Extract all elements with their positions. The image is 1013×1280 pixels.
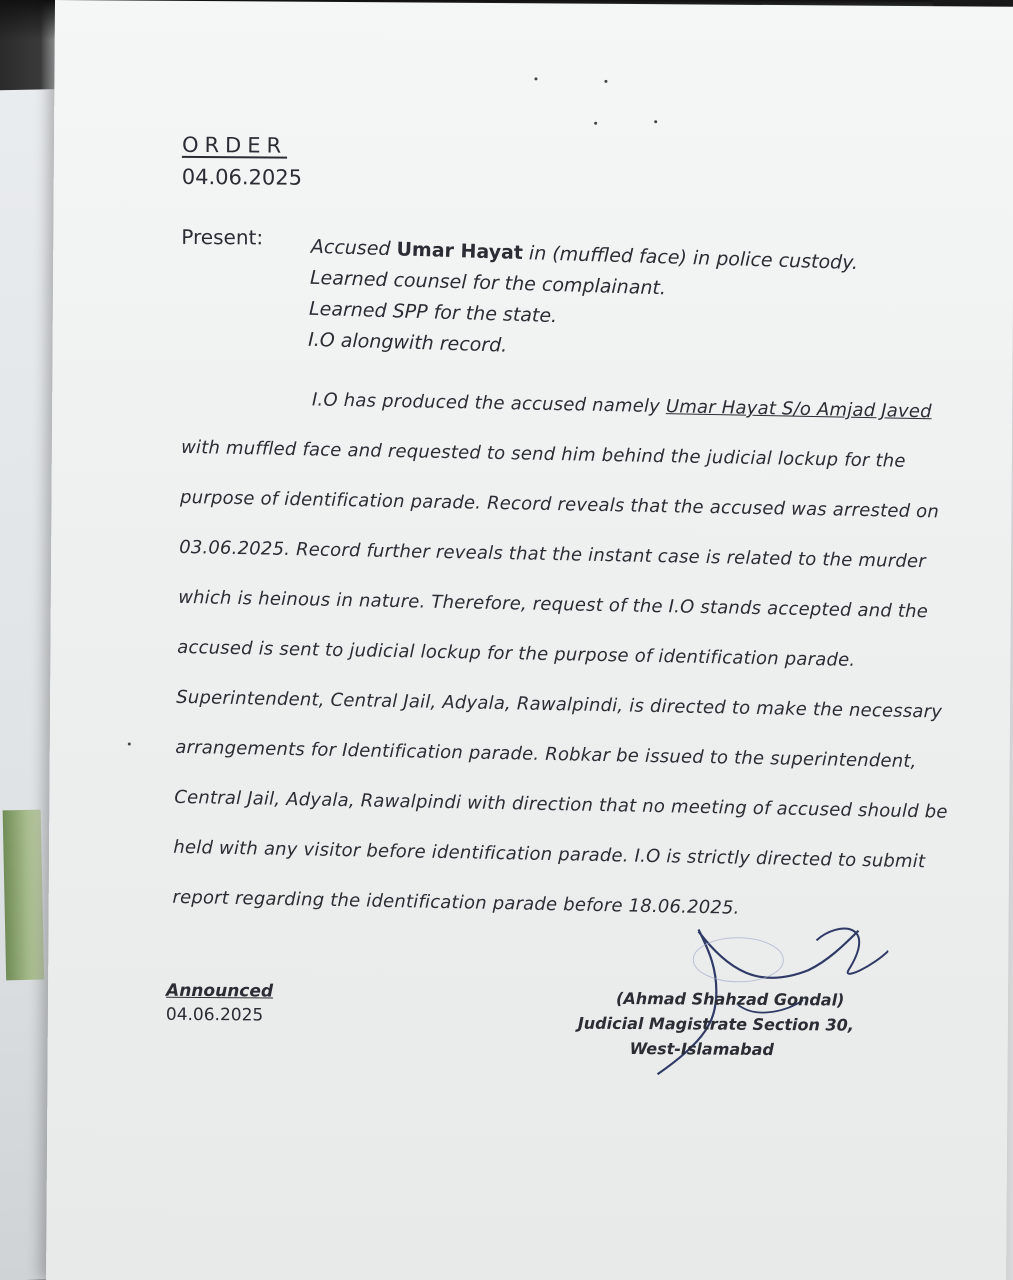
present-line-io: I.O alongwith record.: [307, 328, 508, 357]
paper-speck: [594, 122, 597, 125]
signatory-location: West-Islamabad: [629, 1039, 774, 1060]
present-line-counsel: Learned counsel for the complainant.: [309, 266, 667, 300]
body-line: held with any visitor before identification parade. I.O is strictly directed to submit: [173, 836, 926, 873]
paper-speck: [654, 120, 657, 123]
present-list: [308, 232, 859, 372]
paper-speck: [128, 743, 131, 746]
signatory-name: (Ahmad Shahzad Gondal): [615, 988, 845, 1010]
order-document: [46, 0, 1013, 1280]
paper-speck: [604, 80, 607, 83]
body-line: accused is sent to judicial lockup for the purpose of identification parade.: [177, 636, 856, 671]
order-title: ORDER: [181, 132, 288, 158]
body-line: 03.06.2025. Record further reveals that the instant case is related to the murder: [178, 536, 927, 573]
body-line: which is heinous in nature. Therefore, request of the I.O stands accepted and the: [178, 586, 929, 623]
accused-name: Umar Hayat: [396, 238, 524, 265]
order-sheet: [46, 0, 1013, 1280]
body-line: Central Jail, Adyala, Rawalpindi with direction that no meeting of accused should be: [174, 786, 948, 823]
order-date: 04.06.2025: [181, 164, 303, 190]
body-line-prefix: I.O has produced the accused namely: [311, 389, 667, 418]
present-accused-suffix: in (muffled face) in police custody.: [522, 242, 859, 275]
signatory-designation: Judicial Magistrate Section 30,: [577, 1013, 854, 1035]
announced-label: Announced: [166, 980, 274, 1002]
body-line: arrangements for Identification parade. Robkar be issued to the superintendent,: [175, 736, 917, 773]
body-line: purpose of identification parade. Record reveals that the accused was arrested on: [179, 486, 940, 523]
body-line: with muffled face and requested to send him behind the judicial lockup for the: [180, 436, 906, 472]
body-line: Superintendent, Central Jail, Adyala, Rawalpindi, is directed to make the necessary: [176, 686, 943, 723]
present-label: Present:: [181, 224, 264, 250]
present-line-spp: Learned SPP for the state.: [308, 297, 558, 328]
body-line: report regarding the identification parade before 18.06.2025.: [172, 886, 740, 919]
present-accused-prefix: Accused: [310, 235, 397, 261]
accused-full-name: Umar Hayat S/o Amjad Javed: [665, 396, 932, 423]
announced-date: 04.06.2025: [165, 1004, 264, 1026]
green-tab: [3, 810, 45, 981]
order-body: [172, 383, 948, 947]
signature-block: [578, 986, 855, 1063]
paper-speck: [534, 77, 537, 80]
